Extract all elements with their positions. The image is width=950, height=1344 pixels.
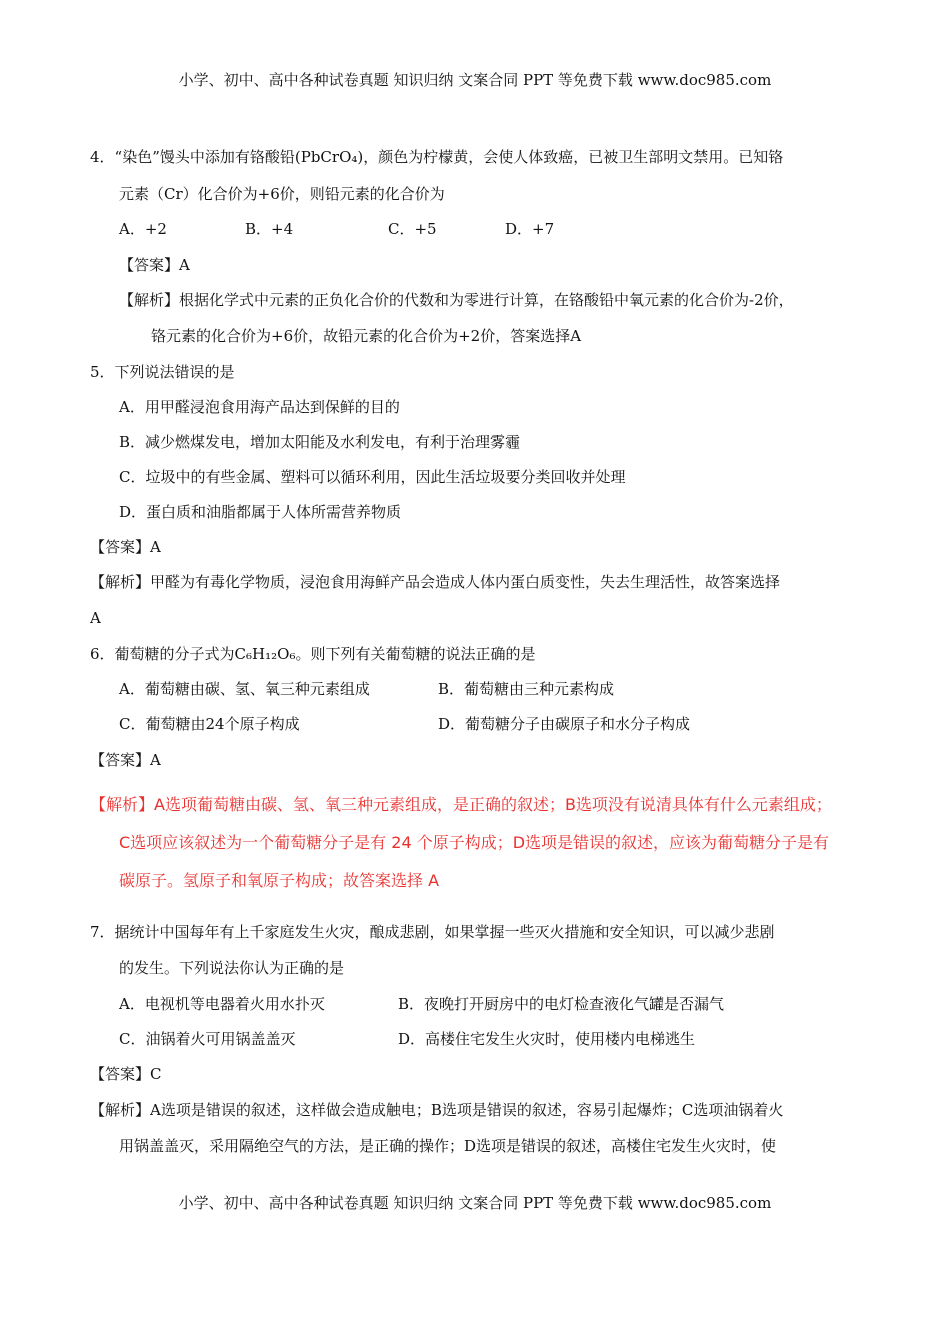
q6-answer: 【答案】A	[90, 751, 161, 769]
q5-option-c: C．垃圾中的有些金属、塑料可以循环利用，因此生活垃圾要分类回收并处理	[119, 468, 626, 486]
q4-option-d: D．+7	[505, 220, 555, 238]
q4-stem-line2: 元素（Cr）化合价为+6价，则铅元素的化合价为	[119, 185, 445, 203]
q5-analysis-line1: 【解析】甲醛为有毒化学物质，浸泡食用海鲜产品会造成人体内蛋白质变性，失去生理活性，故答案选择	[90, 573, 781, 591]
q7-option-b: B．夜晚打开厨房中的电灯检查液化气罐是否漏气	[398, 995, 725, 1013]
q7-stem-line1: 7．据统计中国每年有上千家庭发生火灾，酿成悲剧，如果掌握一些灭火措施和安全知识，可以减少悲剧	[90, 923, 775, 941]
q6-option-d: D．葡萄糖分子由碳原子和水分子构成	[438, 715, 691, 733]
q6-option-b: B．葡萄糖由三种元素构成	[438, 680, 615, 698]
q4-option-c: C．+5	[388, 220, 437, 238]
q4-analysis-line1: 【解析】根据化学式中元素的正负化合价的代数和为零进行计算，在铬酸铅中氧元素的化合价为-2价，	[119, 291, 794, 309]
q6-option-a: A．葡萄糖由碳、氢、氧三种元素组成	[119, 680, 370, 698]
q5-option-a: A．用甲醛浸泡食用海产品达到保鲜的目的	[119, 398, 400, 416]
q4-option-a: A．+2	[119, 220, 167, 238]
q5-answer: 【答案】A	[90, 538, 161, 556]
page-footer: 小学、初中、高中各种试卷真题 知识归纳 文案合同 PPT 等免费下载 www.doc985.com	[178, 1194, 772, 1212]
q7-option-c: C．油锅着火可用锅盖盖灭	[119, 1030, 296, 1048]
q7-stem-line2: 的发生。下列说法你认为正确的是	[119, 959, 345, 977]
q5-option-b: B．减少燃煤发电，增加太阳能及水利发电，有利于治理雾霾	[119, 433, 521, 451]
q6-option-c: C．葡萄糖由24个原子构成	[119, 715, 300, 733]
q7-option-d: D．高楼住宅发生火灾时，使用楼内电梯逃生	[398, 1030, 696, 1048]
q6-analysis-line1: 【解析】A选项葡萄糖由碳、氢、氧三种元素组成，是正确的叙述；B选项没有说清具体有什么元素组成；	[90, 795, 832, 814]
q4-option-b: B．+4	[245, 220, 294, 238]
q7-analysis-line2: 用锅盖盖灭，采用隔绝空气的方法，是正确的操作；D选项是错误的叙述，高楼住宅发生火灾时，使	[119, 1137, 777, 1155]
q7-option-a: A．电视机等电器着火用水扑灭	[119, 995, 325, 1013]
q5-analysis-line2: A	[90, 609, 101, 627]
q5-option-d: D．蛋白质和油脂都属于人体所需营养物质	[119, 503, 402, 521]
q6-stem: 6．葡萄糖的分子式为C₆H₁₂O₆。则下列有关葡萄糖的说法正确的是	[90, 645, 536, 663]
q4-stem-line1: 4．“染色”馒头中添加有铬酸铅(PbCrO₄)，颜色为柠檬黄，会使人体致癌，已被卫生部明文禁用。已知铬	[90, 148, 784, 166]
q7-answer: 【答案】C	[90, 1065, 162, 1083]
q7-analysis-line1: 【解析】A选项是错误的叙述，这样做会造成触电；B选项是错误的叙述，容易引起爆炸；C选项油锅着火	[90, 1101, 784, 1119]
q4-analysis-line2: 铬元素的化合价为+6价，故铅元素的化合价为+2价，答案选择A	[151, 327, 582, 345]
q6-analysis-line3: 碳原子。氢原子和氧原子构成；故答案选择 A	[119, 871, 440, 890]
q6-analysis-line2: C选项应该叙述为一个葡萄糖分子是有 24 个原子构成；D选项是错误的叙述，应该为葡萄糖分子是有	[119, 833, 830, 852]
page-header: 小学、初中、高中各种试卷真题 知识归纳 文案合同 PPT 等免费下载 www.doc985.com	[178, 71, 772, 89]
q5-stem: 5．下列说法错误的是	[90, 363, 235, 381]
q4-answer: 【答案】A	[119, 256, 190, 274]
